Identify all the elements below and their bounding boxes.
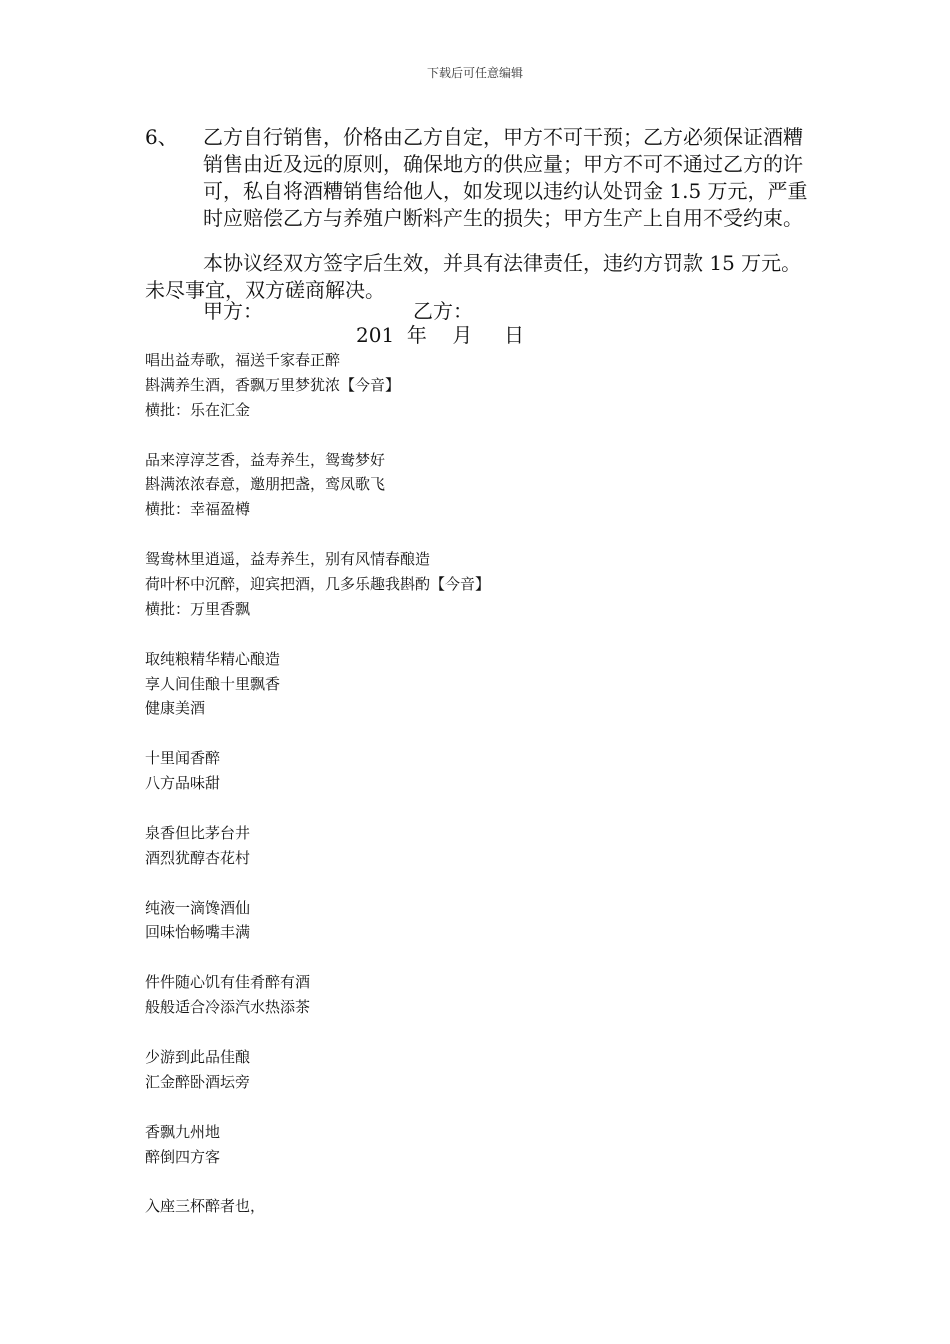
blank-line	[145, 796, 845, 821]
couplet-line: 泉香但比茅台井	[145, 823, 251, 842]
couplet-line: 品来淳淳芝香，益寿养生，鸳鸯梦好	[145, 450, 386, 469]
clause-number: 6、	[145, 125, 178, 149]
blank-line	[145, 871, 845, 896]
couplet-line: 香飘九州地	[145, 1122, 221, 1141]
couplet-line: 荷叶杯中沉醉，迎宾把酒，几多乐趣我斟酌【今音】	[145, 575, 491, 594]
blank-line	[145, 945, 845, 970]
couplet-line: 汇金醉卧酒坛旁	[145, 1072, 251, 1091]
blank-line	[145, 423, 845, 448]
blank-line	[145, 721, 845, 746]
couplet-line: 纯液一滴馋酒仙	[145, 898, 251, 917]
couplet-line: 醉倒四方客	[145, 1147, 221, 1166]
agreement-paragraph: 本协议经双方签字后生效，并具有法律责任，违约方罚款 15 万元。未尽事宜，双方磋商解决。	[145, 251, 802, 302]
blank-line	[145, 522, 845, 547]
couplet-line: 少游到此品佳酿	[145, 1047, 251, 1066]
couplet-line: 斟满浓浓春意，邀朋把盏，鸾凤歌飞	[145, 475, 386, 494]
couplets-list	[145, 348, 845, 1219]
couplet-line: 横批：万里香飘	[145, 599, 251, 618]
couplet-line: 件件随心饥有佳肴醉有酒	[145, 973, 311, 992]
party-a-label: 甲方：	[203, 299, 263, 323]
couplet-line: 十里闻香醉	[145, 749, 221, 768]
couplet-line: 享人间佳酿十里飘香	[145, 674, 281, 693]
blank-line	[145, 1020, 845, 1045]
clause-text: 乙方自行销售，价格由乙方自定，甲方不可干预；乙方必须保证酒糟销售由近及远的原则，确保地方的供应量；甲方不可不通过乙方的许可，私自将酒糟销售给他人，如发现以违约认处罚金 1.5 万元，严重时应赔偿乙方与养殖户断料产生的损失；甲方生产上自用不受约束。	[203, 125, 808, 230]
couplet-line: 回味怡畅嘴丰满	[145, 923, 251, 942]
couplet-line: 健康美酒	[145, 699, 206, 718]
couplet-line: 斟满养生酒，香飘万里梦犹浓【今音】	[145, 375, 401, 394]
signature-line	[203, 298, 473, 325]
clause-6	[145, 124, 815, 232]
party-b-label: 乙方：	[413, 299, 473, 323]
couplet-line: 般般适合冷添汽水热添茶	[145, 998, 311, 1017]
blank-line	[145, 1095, 845, 1120]
blank-line	[145, 622, 845, 647]
couplet-line: 横批：幸福盈樽	[145, 500, 251, 519]
couplet-line: 唱出益寿歌，福送千家春正醉	[145, 351, 341, 369]
couplet-line: 八方品味甜	[145, 774, 221, 793]
page-header: 下载后可任意编辑	[426, 66, 523, 80]
blank-line	[145, 1169, 845, 1194]
date-line: 201 年 月 日	[356, 323, 525, 347]
couplet-line: 酒烈犹醇杏花村	[145, 848, 251, 867]
couplet-line: 横批：乐在汇金	[145, 400, 251, 419]
couplet-line: 鸳鸯林里逍遥，益寿养生，别有风情春酿造	[145, 550, 431, 569]
couplet-line: 入座三杯醉者也，	[145, 1197, 266, 1216]
couplet-line: 取纯粮精华精心酿造	[145, 649, 281, 668]
